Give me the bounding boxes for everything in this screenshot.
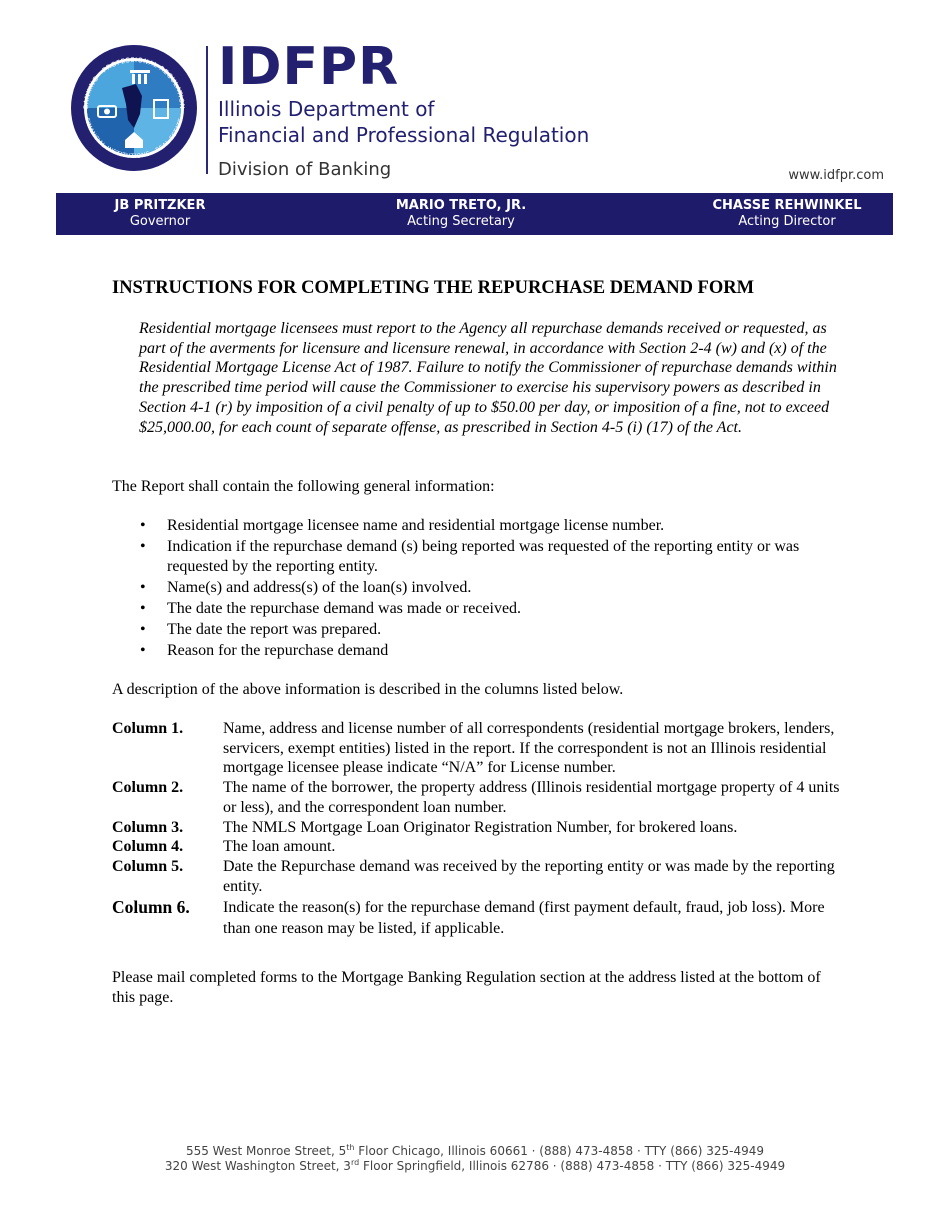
list-item: • The date the repurchase demand was made or received. (140, 599, 522, 617)
official-governor (110, 198, 210, 230)
column-label: Column 2. (112, 779, 184, 797)
column-text: Indicate the reason(s) for the repurchase demand (first payment default, fraud, job loss). More than one reason may be listed, if applicable. (223, 899, 825, 938)
mail-instructions: Please mail completed forms to the Mortgage Banking Regulation section at the address listed at the bottom of this page. (112, 969, 821, 1006)
column-text: Date the Repurchase demand was received by the reporting entity or was made by the reporting entity. (223, 857, 835, 895)
header-divider (206, 46, 208, 174)
column-row (112, 897, 842, 939)
footer-addresses (0, 1144, 950, 1174)
column-row (112, 837, 842, 857)
document-title: INSTRUCTIONS FOR COMPLETING THE REPURCHASE DEMAND FORM (112, 278, 755, 298)
agency-acronym: IDFPR (218, 37, 400, 97)
official-name: JB PRITZKER (114, 198, 206, 213)
columns-lead: A description of the above information is described in the columns listed below. (112, 681, 624, 698)
column-text: Name, address and license number of all correspondents (residential mortgage brokers, lenders, servicers, exempt entities) listed in the report. If the correspondent is not an Illinois residential mortgage licensee please indicate “N/A” for License number. (223, 720, 835, 777)
column-row (112, 719, 842, 778)
intro-paragraph: Residential mortgage licensees must report to the Agency all repurchase demands received or requested, as part of the averments for licensure and licensure renewal, in accordance with Section 2-4 (w) and (x) of the Residential Mortgage License Act of 1987. Failure to notify the Commissioner of repurchase demands within the prescribed time period will cause the Commissioner to exercise his supervisory powers as described in Section 4-1 (r) by imposition of a civil penalty of up to $50.00 per day, or imposition of a fine, not to exceed $25,000.00, for each count of separate offense, as prescribed in Section 4-5 (i) (17) of the Act. (139, 320, 837, 436)
agency-brand (218, 38, 589, 182)
general-info-list (140, 516, 830, 662)
official-title: Governor (129, 214, 191, 229)
agency-name-line1: Illinois Department of (218, 97, 435, 121)
official-director (706, 198, 868, 230)
list-item: • Indication if the repurchase demand (s) being reported was requested of the reporting entity or was requested by the reporting entity. (140, 538, 800, 575)
column-label: Column 6. (112, 897, 190, 918)
general-info-lead: The Report shall contain the following general information: (112, 478, 495, 495)
list-item: • The date the report was prepared. (140, 620, 382, 638)
website-url: www.idfpr.com (788, 168, 884, 183)
official-title: Acting Director (738, 214, 836, 229)
division-name: Division of Banking (218, 159, 392, 180)
column-label: Column 4. (112, 838, 184, 856)
column-row (112, 778, 842, 817)
list-item: • Reason for the repurchase demand (140, 641, 389, 659)
column-descriptions (112, 719, 842, 939)
officials-bar (56, 193, 893, 235)
seal-text-bottom: FINANCIAL INSTITUTIONS · REAL ESTATE (83, 117, 185, 161)
list-item: • Name(s) and address(s) of the loan(s) involved. (140, 578, 472, 596)
column-text: The loan amount. (223, 838, 336, 856)
column-label: Column 1. (112, 720, 184, 737)
column-row (112, 857, 842, 896)
official-name: CHASSE REHWINKEL (712, 198, 862, 213)
column-text: The NMLS Mortgage Loan Originator Registration Number, for brokered loans. (223, 818, 738, 836)
list-item: • Residential mortgage licensee name and residential mortgage license number. (140, 517, 665, 534)
footer-address-chicago: 555 West Monroe Street, 5th Floor Chicago, Illinois 60661 · (888) 473-4858 · TTY (866) 325-4949 (185, 1143, 765, 1158)
seal-text-top: BANKING · PROFESSIONAL REGULATION (81, 55, 187, 110)
agency-name-line2: Financial and Professional Regulation (218, 123, 590, 147)
column-text: The name of the borrower, the property address (Illinois residential mortgage property of 4 units or less), and the correspondent loan number. (223, 779, 840, 816)
official-title: Acting Secretary (407, 214, 515, 229)
idfpr-seal-logo (70, 44, 198, 172)
official-name: MARIO TRETO, JR. (395, 198, 527, 213)
column-row (112, 818, 842, 838)
official-secretary (386, 198, 536, 230)
column-label: Column 3. (112, 818, 184, 836)
footer-address-springfield: 320 West Washington Street, 3rd Floor Springfield, Illinois 62786 · (888) 473-4858 · TTY (866) 325-4949 (164, 1158, 786, 1173)
column-label: Column 5. (112, 857, 184, 875)
